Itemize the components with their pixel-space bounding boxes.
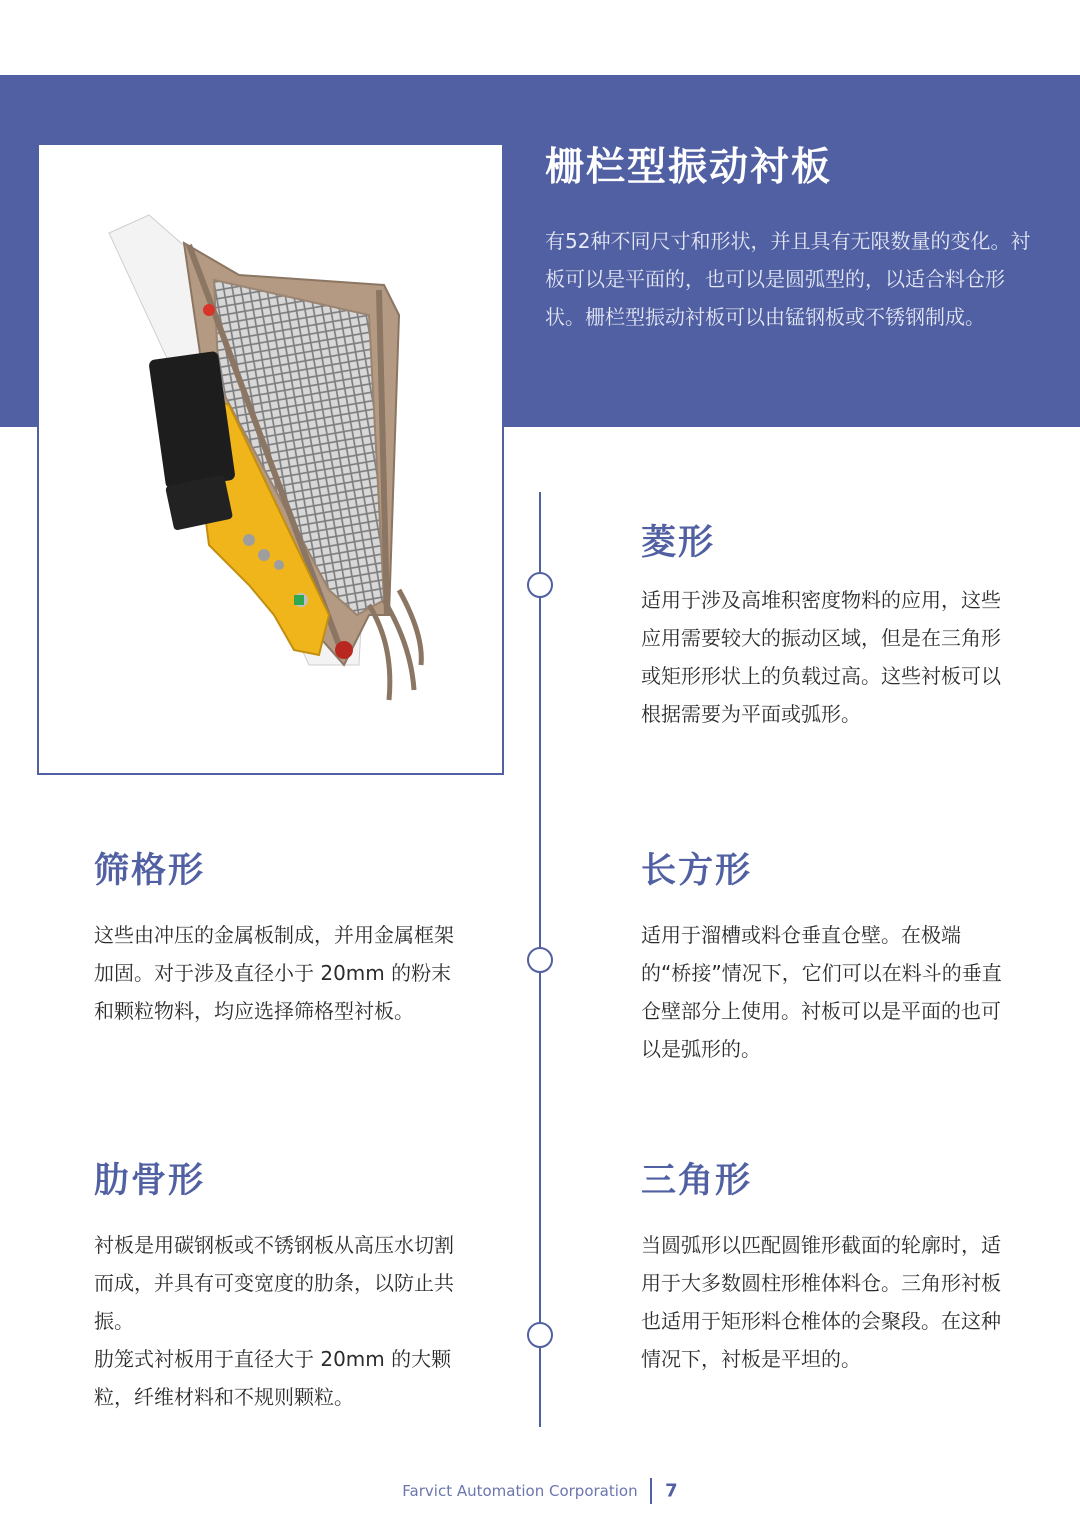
timeline-node [527,572,553,598]
section-body-grid: 这些由冲压的金属板制成，并用金属框架加固。对于涉及直径小于 20mm 的粉末和颗粒物料，均应选择筛格型衬板。 [94,923,454,1023]
section-title-diamond: 菱形 [641,523,716,563]
intro-paragraph: 有52种不同尺寸和形状，并且具有无限数量的变化。衬板可以是平面的，也可以是圆弧型的，以适合料仓形状。栅栏型振动衬板可以由锰钢板或不锈钢制成。 [545,229,1031,329]
section-body-triangle: 当圆弧形以匹配圆锥形截面的轮廓时，适用于大多数圆柱形椎体料仓。三角形衬板也适用于矩形料仓椎体的会聚段。在这种情况下，衬板是平坦的。 [641,1233,1001,1371]
section-title-rectangle: 长方形 [641,851,753,891]
page-title: 栅栏型振动衬板 [545,145,833,190]
section-body-rib [94,1226,459,1416]
timeline-node [527,1322,553,1348]
section-title-rib: 肋骨形 [94,1161,206,1201]
page-number: 7 [665,1480,678,1502]
vibrating-liner-illustration [39,145,502,773]
section-body-rib-paragraph-2: 肋笼式衬板用于直径大于 20mm 的大颗粒，纤维材料和不规则颗粒。 [94,1347,452,1409]
page-footer [0,1478,1080,1508]
product-photo [37,143,504,775]
section-title-triangle: 三角形 [641,1161,753,1201]
timeline-node [527,947,553,973]
section-body-diamond: 适用于涉及高堆积密度物料的应用，这些应用需要较大的振动区域，但是在三角形或矩形形状上的负载过高。这些衬板可以根据需要为平面或弧形。 [641,588,1001,726]
section-title-grid: 筛格形 [94,851,206,891]
footer-company: Farvict Automation Corporation [402,1482,638,1500]
footer-divider [650,1478,652,1504]
section-body-rectangle: 适用于溜槽或料仓垂直仓壁。在极端的“桥接”情况下，它们可以在料斗的垂直仓壁部分上使用。衬板可以是平面的也可以是弧形的。 [641,923,1002,1061]
section-body-rib-paragraph-1: 衬板是用碳钢板或不锈钢板从高压水切割而成，并具有可变宽度的肋条，以防止共振。 [94,1233,454,1333]
